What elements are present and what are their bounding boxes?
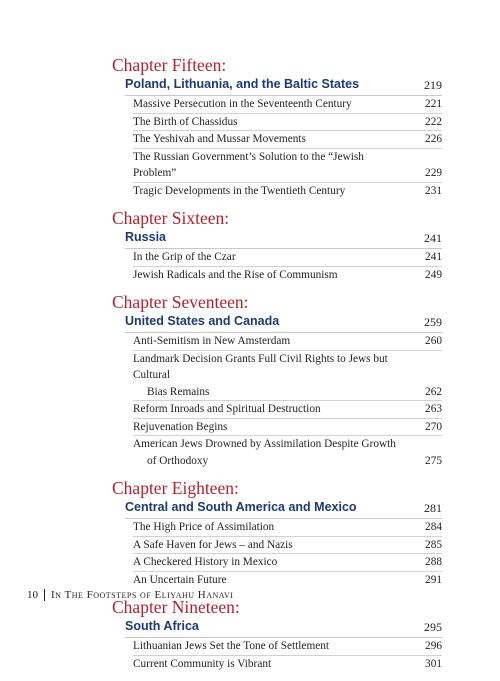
toc-entry-title: Rejuvenation Begins — [133, 420, 228, 433]
toc-entry-title: Lithuanian Jews Set the Tone of Settlement — [133, 640, 330, 652]
toc-entry-page-number: 270 — [425, 420, 442, 433]
toc-entry-title: The Russian Government’s Solution to the “Jewish Problem” — [133, 150, 364, 179]
section-row — [125, 75, 442, 96]
running-book-title: In The Footsteps of Eliyahu Hanavi — [51, 589, 234, 601]
toc-entry-title: An Uncertain Future — [133, 573, 227, 586]
toc-entry-title: American Jews Drowned by Assimilation Despite Growth — [133, 438, 396, 450]
chapter-block — [112, 292, 442, 469]
toc-entry-title: Landmark Decision Grants Full Civil Rights to Jews but Cultural — [133, 352, 388, 381]
toc-entry — [133, 333, 442, 351]
toc-entry — [133, 419, 442, 437]
section-row — [125, 228, 442, 249]
toc-entry-page-number: 221 — [425, 98, 442, 110]
toc-entry-page-number: 260 — [425, 335, 442, 347]
chapter-block — [112, 55, 442, 199]
section-title: United States and Canada — [125, 314, 280, 328]
entry-list — [112, 96, 442, 199]
toc-entry-page-number: 263 — [425, 403, 442, 415]
toc-entry-page-number: 284 — [425, 521, 442, 533]
section-page-number: 219 — [424, 78, 442, 92]
section-title: Poland, Lithuania, and the Baltic States — [125, 77, 360, 91]
section-title: Central and South America and Mexico — [125, 500, 357, 514]
section-row — [125, 498, 442, 519]
toc-entry-title: Reform Inroads and Spiritual Destruction — [133, 403, 321, 415]
toc-entry-page-number: 285 — [425, 538, 442, 551]
toc-entry-title: Jewish Radicals and the Rise of Communism — [133, 268, 338, 281]
toc-entry-title: Tragic Developments in the Twentieth Century — [133, 184, 346, 197]
toc-entry — [133, 96, 442, 114]
toc-entry-page-number: 262 — [425, 385, 442, 398]
toc-entry-title: In the Grip of the Czar — [133, 251, 236, 263]
toc-entry — [133, 267, 442, 284]
section-title: South Africa — [125, 619, 199, 633]
toc-entry — [133, 131, 442, 149]
toc-entry-title: The Yeshivah and Mussar Movements — [133, 133, 306, 145]
chapter-heading: Chapter Eighteen: — [112, 478, 239, 498]
toc-entry — [133, 436, 442, 469]
toc-entry — [133, 183, 442, 200]
toc-entry — [133, 519, 442, 537]
table-of-contents — [112, 55, 442, 681]
entry-list — [112, 333, 442, 469]
chapter-heading: Chapter Nineteen: — [112, 597, 240, 617]
section-title: Russia — [125, 230, 166, 244]
toc-entry — [133, 572, 442, 589]
toc-entry-page-number: 229 — [425, 167, 442, 179]
section-page-number: 281 — [424, 501, 442, 515]
toc-entry-title: The Birth of Chassidus — [133, 115, 238, 128]
toc-entry — [133, 401, 442, 419]
toc-entry-page-number: 231 — [425, 184, 442, 197]
toc-entry-title: Massive Persecution in the Seventeenth Century — [133, 98, 352, 110]
toc-entry-page-number: 226 — [425, 133, 442, 145]
toc-entry-page-number: 296 — [425, 640, 442, 652]
entry-list — [112, 249, 442, 283]
toc-entry — [133, 554, 442, 572]
page-footer — [27, 589, 233, 601]
toc-entry-title-continued: Bias Remains — [147, 385, 210, 398]
section-page-number: 259 — [424, 315, 442, 329]
chapter-block — [112, 208, 442, 283]
toc-entry-title: A Safe Haven for Jews – and Nazis — [133, 538, 293, 551]
toc-entry — [133, 249, 442, 267]
toc-entry — [133, 114, 442, 132]
page-number: 10 — [27, 589, 45, 601]
toc-entry-page-number: 241 — [425, 251, 442, 263]
chapter-heading: Chapter Seventeen: — [112, 292, 249, 312]
toc-entry-title: The High Price of Assimilation — [133, 521, 275, 533]
toc-entry — [133, 351, 442, 402]
toc-entry-page-number: 288 — [425, 556, 442, 568]
toc-entry-title: A Checkered History in Mexico — [133, 556, 278, 568]
toc-entry-title: Current Community is Vibrant — [133, 657, 272, 670]
toc-entry — [133, 656, 442, 673]
toc-entry — [133, 149, 442, 183]
toc-entry-page-number: 301 — [425, 657, 442, 670]
toc-entry-page-number: 249 — [425, 268, 442, 281]
toc-entry-page-number: 291 — [425, 573, 442, 586]
section-page-number: 241 — [424, 231, 442, 245]
toc-entry — [133, 638, 442, 656]
section-page-number: 295 — [424, 620, 442, 634]
toc-entry-page-number: 275 — [425, 454, 442, 467]
chapter-heading: Chapter Sixteen: — [112, 208, 230, 228]
toc-entry-page-number: 222 — [425, 115, 442, 128]
entry-list — [112, 638, 442, 672]
chapter-block — [112, 478, 442, 588]
chapter-block — [112, 597, 442, 672]
toc-entry — [133, 537, 442, 555]
toc-entry-title-continued: of Orthodoxy — [147, 454, 209, 467]
section-row — [125, 312, 442, 333]
chapter-heading: Chapter Fifteen: — [112, 55, 227, 75]
toc-entry-title: Anti-Semitism in New Amsterdam — [133, 335, 291, 347]
section-row — [125, 617, 442, 638]
entry-list — [112, 519, 442, 588]
